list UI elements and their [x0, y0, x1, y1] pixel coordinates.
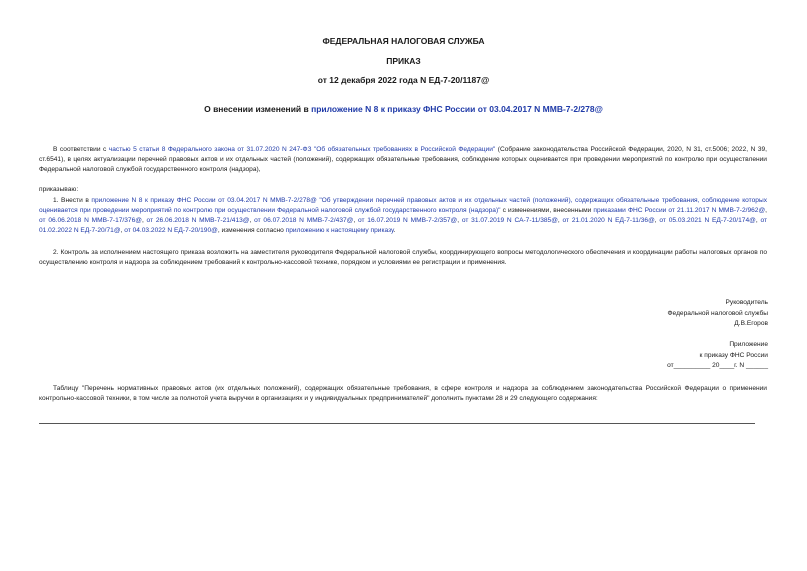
- item1-text: ,: [755, 217, 761, 224]
- item1-order-link[interactable]: от 26.06.2018 N ММВ-7-21/413@: [146, 217, 250, 224]
- preamble-text-2: (Собрание законодательства Российской Федерации, 2020, N 31, ст.5006; 2022, N 39, ст.6541), в целях актуализации перечней правовых актов и их отдельных частей (положений), содержащих обязательные требования, соблюдение которых оценивается при проведении мероприятий по контролю при осуществлении Федеральной налоговой службой государственного контроля (надзора),: [39, 146, 768, 173]
- signature-name: Д.В.Егоров: [734, 320, 768, 327]
- table-intro-paragraph: Таблицу "Перечень нормативных правовых актов (их отдельных положений), содержащих обязательные требования, в сфере контроля и надзора за соблюдением законодательства Российской Федерации о применении контрольно-кассовой техники, в том числе за полнотой учета выручки в организациях и у индивидуальных предпринимателей" дополнить пунктами 28 и 29 следующего содержания:: [39, 385, 767, 402]
- item1-annex-link[interactable]: приложению к настоящему приказу: [285, 227, 394, 234]
- item-2-paragraph: 2. Контроль за исполнением настоящего приказа возложить на заместителя руководителя Федеральной налоговой службы, координирующего вопросы методологического обеспечения и координации работы налоговых органов по осуществлению контроля и надзора за соблюдением требований к контрольно-кассовой технике, порядком и условиями ее регистрации и применения.: [39, 249, 767, 266]
- preamble-law-link[interactable]: частью 5 статьи 8 Федерального закона от 31.07.2020 N 247-ФЗ "Об обязательных требованиях в Российской Федерации": [108, 146, 496, 153]
- divider-line: [39, 423, 755, 424]
- appendix-ref: к приказу ФНС России: [699, 351, 768, 359]
- doc-date-number: от 12 декабря 2022 года N ЕД-7-20/1187@: [317, 75, 490, 85]
- item1-text: ,: [457, 217, 462, 224]
- item1-order-link[interactable]: приказами ФНС России от 21.11.2017 N ММВ-7-2/962@: [593, 207, 766, 214]
- order-word: приказываю:: [39, 186, 79, 193]
- item1-text: ,: [765, 207, 767, 214]
- item1-order-link[interactable]: от 21.01.2020 N ЕД-7-11/36@: [562, 217, 655, 224]
- title-link[interactable]: приложение N 8 к приказу ФНС России от 03.04.2017 N ММВ-7-2/278@: [311, 104, 603, 114]
- preamble-text-1: В соответствии с: [53, 146, 109, 153]
- item1-order-link[interactable]: от 31.07.2019 N СА-7-11/385@: [461, 217, 558, 224]
- item1-text: ,: [654, 217, 660, 224]
- item1-order-link[interactable]: от 01.02.2022 N ЕД-7-20/71@: [39, 217, 767, 234]
- item1-text: .: [393, 227, 396, 234]
- title-prefix: О внесении изменений в: [204, 104, 312, 114]
- appendix-label: Приложение: [729, 341, 768, 348]
- doc-type: ПРИКАЗ: [386, 56, 421, 66]
- signature-block: [560, 298, 768, 330]
- item1-text: , изменения согласно: [217, 227, 286, 234]
- item1-order-link[interactable]: от 05.03.2021 N ЕД-7-20/174@: [659, 217, 756, 224]
- item1-text: ,: [249, 217, 255, 224]
- item1-text: ,: [353, 217, 358, 224]
- appendix-block: [560, 340, 768, 372]
- signature-title: Руководитель: [725, 299, 768, 306]
- item1-text: ,: [120, 227, 125, 234]
- item1-text: ,: [141, 217, 147, 224]
- item1-text: с изменениями, внесенными: [500, 207, 594, 214]
- signature-agency: Федеральной налоговой службы: [667, 309, 768, 317]
- item1-order-link[interactable]: от 06.07.2018 N ММВ-7-2/437@: [254, 217, 354, 224]
- item1-order-link[interactable]: от 16.07.2019 N ММВ-7-2/357@: [357, 217, 458, 224]
- agency-name: ФЕДЕРАЛЬНАЯ НАЛОГОВАЯ СЛУЖБА: [322, 36, 485, 46]
- item1-order-link[interactable]: от 04.03.2022 N ЕД-7-20/190@: [124, 227, 218, 234]
- item1-order-link[interactable]: от 06.06.2018 N ММВ-7-17/376@: [39, 217, 142, 224]
- appendix-date: от__________ 20____г. N ______: [667, 362, 768, 369]
- item1-appendix-link[interactable]: приложение N 8 к приказу ФНС России от 03.04.2017 N ММВ-7-2/278@ "Об утверждении перечней правовых актов и их отдельных частей (положений), содержащих обязательные требования, соблюдение которых оценивается при проведении мероприятий по контролю при осуществлении Федеральной налоговой службой государственного контроля (надзора)": [39, 197, 767, 214]
- item1-text: 1. Внести в: [53, 197, 92, 204]
- doc-title: [0, 104, 807, 114]
- item-1-paragraph: [39, 196, 767, 236]
- preamble-paragraph: [39, 145, 767, 175]
- item1-text: ,: [557, 217, 563, 224]
